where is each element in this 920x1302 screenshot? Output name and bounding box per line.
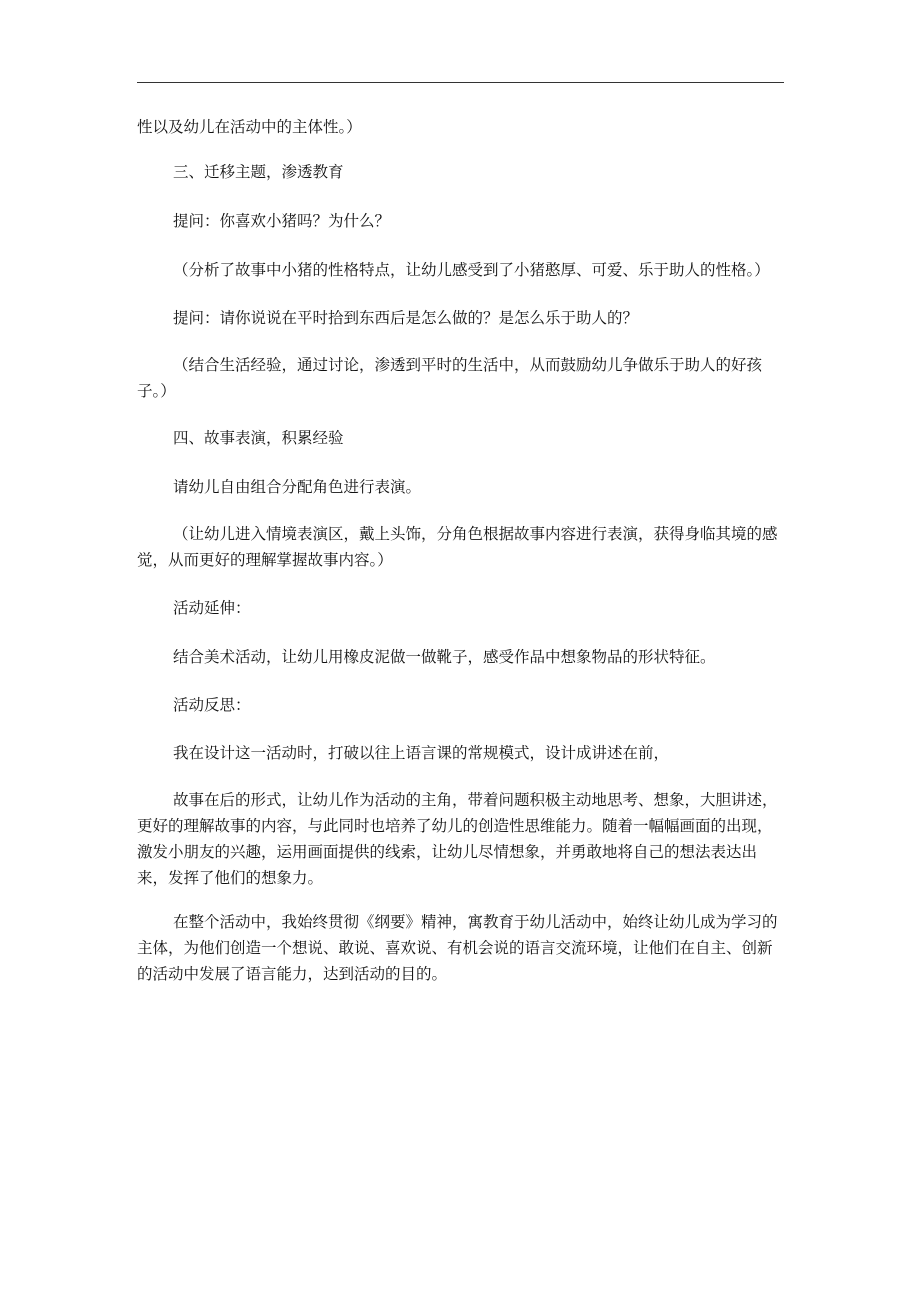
instruction: 请幼儿自由组合分配角色进行表演。 [173, 478, 422, 496]
note-2: （结合生活经验，通过讨论，渗透到平时的生活中，从而鼓励幼儿争做乐于助人的好孩子。） [137, 356, 763, 400]
paragraph-continuation: 性以及幼儿在活动中的主体性。） [137, 118, 362, 136]
reflection-paragraph-1: 故事在后的形式，让幼儿作为活动的主角，带着问题积极主动地思考、想象，大胆讲述，更好的理解故事的内容，与此同时也培养了幼儿的创造性思维能力。随着一幅幅画面的出现，激发小朋友的兴趣，运用画面提供的线索，让幼儿尽情想象，并勇敢地将自己的想法表达出来，发挥了他们的想象力。 [137, 791, 778, 887]
section-heading-3: 三、迁移主题，渗透教育 [173, 163, 344, 181]
section-heading-4: 四、故事表演，积累经验 [173, 429, 344, 447]
extension-heading: 活动延伸： [173, 599, 251, 617]
question-1: 提问：你喜欢小猪吗？为什么？ [173, 212, 391, 230]
question-2: 提问：请你说说在平时拾到东西后是怎么做的？是怎么乐于助人的？ [173, 309, 639, 327]
note-3: （让幼儿进入情境表演区，戴上头饰，分角色根据故事内容进行表演，获得身临其境的感觉，从而更好的理解掌握故事内容。） [137, 525, 778, 569]
header-rule [137, 82, 784, 83]
reflection-paragraph-2: 在整个活动中，我始终贯彻《纲要》精神，寓教育于幼儿活动中，始终让幼儿成为学习的主体，为他们创造一个想说、敢说、喜欢说、有机会说的语言交流环境，让他们在自主、创新的活动中发展了语言能力，达到活动的目的。 [137, 913, 778, 983]
reflection-heading: 活动反思： [173, 696, 251, 714]
extension-text: 结合美术活动，让幼儿用橡皮泥做一做靴子，感受作品中想象物品的形状特征。 [173, 648, 716, 666]
reflection-line-1: 我在设计这一活动时，打破以往上语言课的常规模式，设计成讲述在前， [173, 744, 670, 762]
note-1: （分析了故事中小猪的性格特点，让幼儿感受到了小猪憨厚、可爱、乐于助人的性格。） [173, 261, 770, 279]
